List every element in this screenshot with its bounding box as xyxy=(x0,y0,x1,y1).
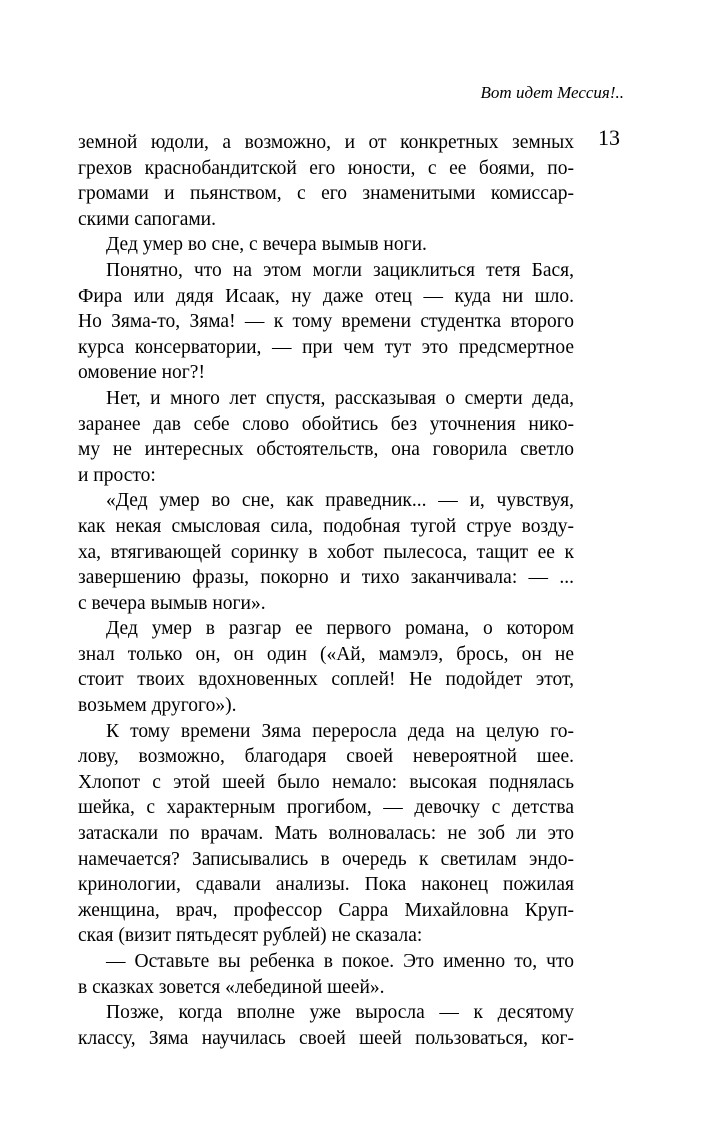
text-line: омовение ног?! xyxy=(78,362,205,384)
text-line: Фира или дядя Исаак, ну даже отец — куда ни шло. xyxy=(78,285,574,307)
text-line: стоит твоих вдохновенных соплей! Не подойдет этот, xyxy=(78,669,574,691)
text-line: лову, возможно, благодаря своей невероятной шее. xyxy=(78,746,574,768)
running-head: Вот идет Мессия!.. xyxy=(480,83,624,102)
text-line: шейка, с характерным прогибом, — девочку с детства xyxy=(78,797,574,819)
text-line: женщина, врач, профессор Сарра Михайловна Круп- xyxy=(78,899,574,921)
text-line: Позже, когда вполне уже выросла — к десятому xyxy=(106,1002,574,1024)
text-line: Дед умер в разгар ее первого романа, о котором xyxy=(106,618,574,640)
text-line: кринологии, сдавали анализы. Пока наконец пожилая xyxy=(78,874,574,896)
text-line: грехов краснобандитской его юности, с ее боями, по- xyxy=(78,157,574,179)
text-line: скими сапогами. xyxy=(78,208,216,230)
text-line: Понятно, что на этом могли зациклиться тетя Бася, xyxy=(106,259,574,281)
text-line: «Дед умер во сне, как праведник... — и, чувствуя, xyxy=(106,490,574,512)
text-line: заранее дав себе слово обойтись без уточнения нико- xyxy=(78,413,574,435)
text-line: Но Зяма-то, Зяма! — к тому времени студентка второго xyxy=(78,311,574,333)
text-line: классу, Зяма научилась своей шеей пользоваться, ког- xyxy=(78,1027,574,1049)
text-line: ха, втягивающей соринку в хобот пылесоса, тащит ее к xyxy=(78,541,574,563)
text-line: — Оставьте вы ребенка в покое. Это именно то, что xyxy=(106,951,574,972)
text-line: громами и пьянством, с его знаменитыми комиссар- xyxy=(78,183,574,205)
text-line: знал только он, он один («Ай, мамэлэ, брось, он не xyxy=(78,643,574,665)
text-line: затаскали по врачам. Мать волновалась: не зоб ли это xyxy=(78,823,574,845)
body-text xyxy=(78,130,574,1051)
text-line: Нет, и много лет спустя, рассказывая о смерти деда, xyxy=(106,387,574,409)
text-line: Дед умер во сне, с вечера вымыв ноги. xyxy=(106,234,427,256)
text-line: в сказках зовется «лебединой шеей». xyxy=(78,976,385,998)
page-number: 13 xyxy=(598,125,620,150)
text-line: курса консерватории, — при чем тут это предсмертное xyxy=(78,336,574,358)
text-line: ская (визит пятьдесят рублей) не сказала: xyxy=(78,925,423,947)
text-line: завершению фразы, покорно и тихо заканчивала: — ... xyxy=(78,567,574,589)
text-line: как некая смысловая сила, подобная тугой струе возду- xyxy=(78,515,574,537)
text-line: и просто: xyxy=(78,464,156,486)
text-line: му не интересных обстоятельств, она говорила светло xyxy=(78,439,574,461)
text-line: возьмем другого»). xyxy=(78,695,237,717)
text-line: Хлопот с этой шеей было немало: высокая поднялась xyxy=(78,771,574,793)
text-line: намечается? Записывались в очередь к светилам эндо- xyxy=(78,848,574,870)
text-line: земной юдоли, а возможно, и от конкретных земных xyxy=(78,132,574,153)
text-line: К тому времени Зяма переросла деда на целую го- xyxy=(106,720,574,742)
text-line: с вечера вымыв ноги». xyxy=(78,592,266,614)
